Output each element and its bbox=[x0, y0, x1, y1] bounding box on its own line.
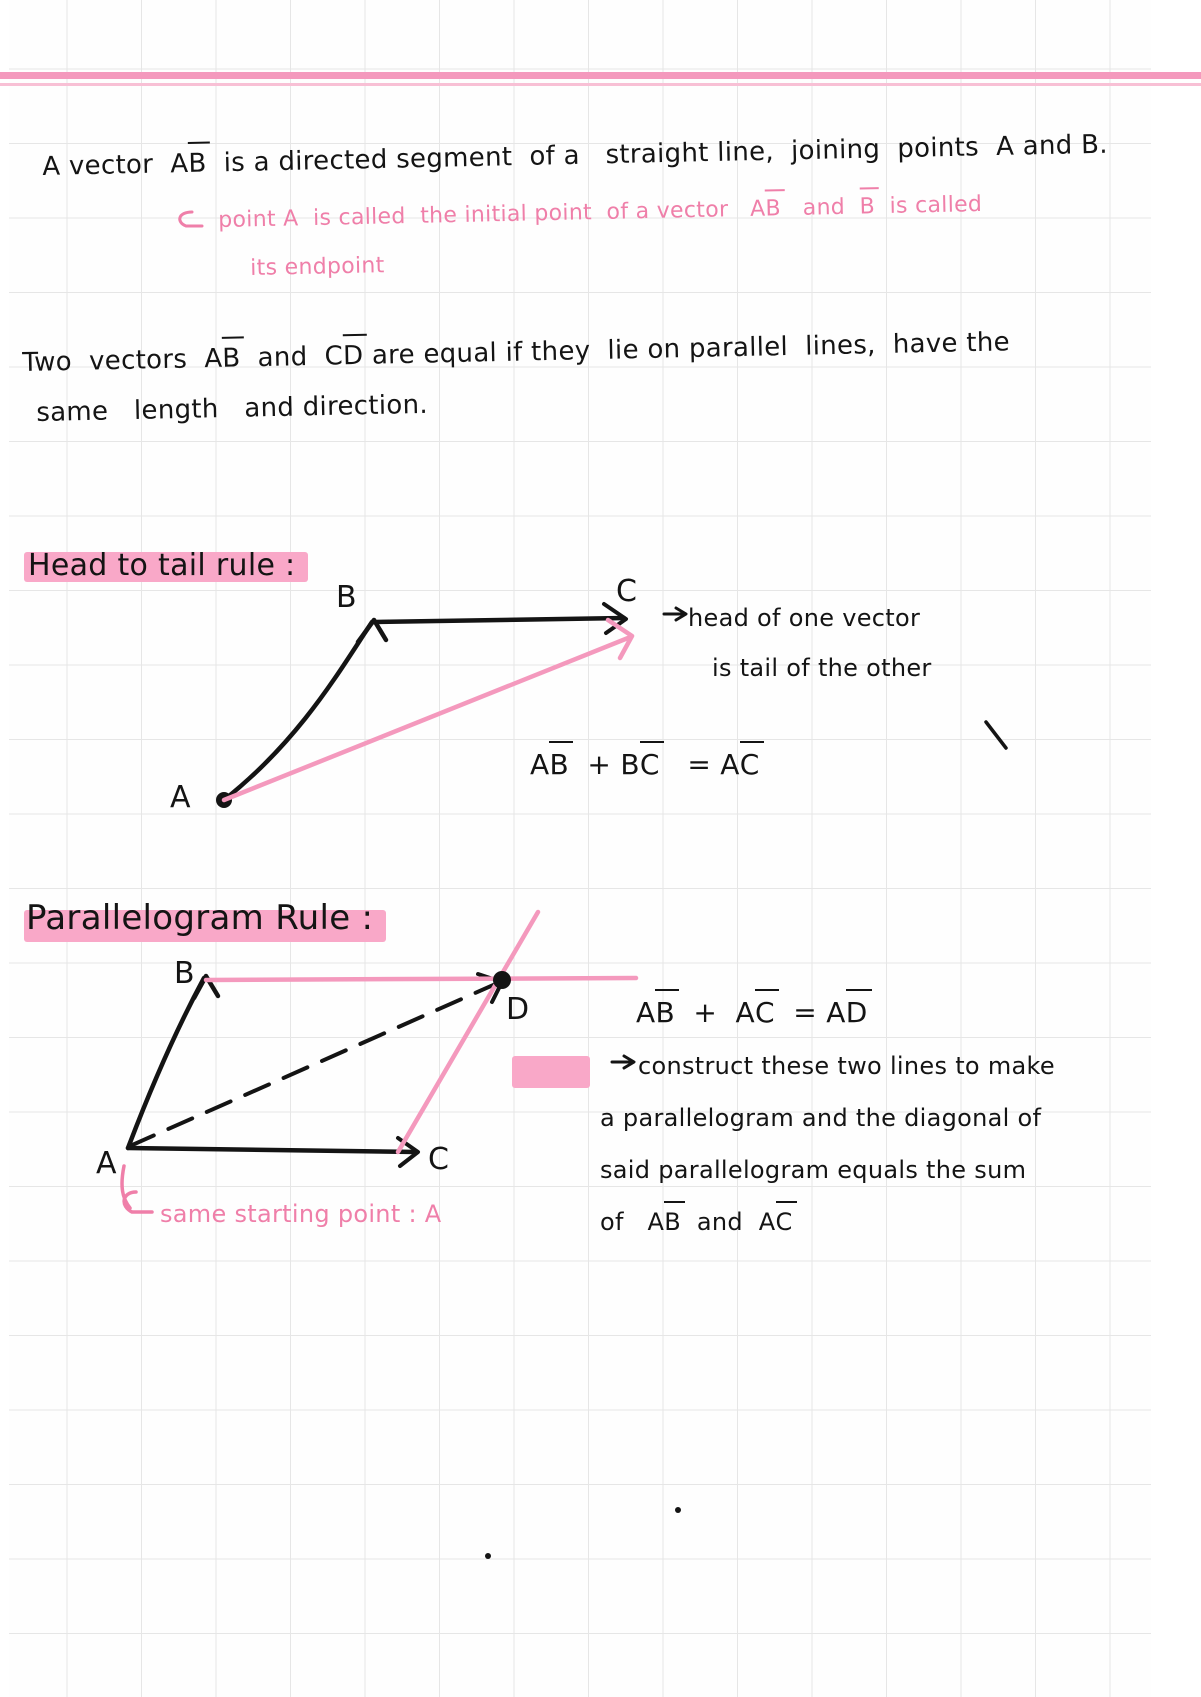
top-rule-line-secondary bbox=[0, 83, 1201, 86]
label-A-parallelogram: A bbox=[96, 1146, 117, 1181]
parallelogram-note-line-3: said parallelogram equals the sum bbox=[600, 1156, 1027, 1184]
label-B-parallelogram: B bbox=[174, 956, 195, 991]
equality-line-2: same length and direction. bbox=[36, 389, 429, 428]
definition-sub-line-2: its endpoint bbox=[250, 253, 385, 281]
label-A-head-to-tail: A bbox=[170, 780, 191, 815]
definition-sub-line-1: point A is called the initial point of a vector AB and B is called bbox=[218, 191, 983, 233]
head-to-tail-equation: AB + BC = AC bbox=[530, 748, 760, 781]
top-rule-line bbox=[0, 72, 1201, 79]
head-to-tail-annotation-line-2: is tail of the other bbox=[712, 654, 932, 682]
head-to-tail-heading: Head to tail rule : bbox=[28, 548, 296, 583]
parallelogram-heading: Parallelogram Rule : bbox=[26, 898, 374, 938]
label-D-parallelogram: D bbox=[506, 992, 530, 1027]
highlight-swatch bbox=[512, 1056, 590, 1088]
definition-line-1: A vector AB is a directed segment of a straight line, joining points A and B. bbox=[42, 129, 1109, 182]
head-to-tail-annotation-line-1: head of one vector bbox=[688, 604, 921, 632]
parallelogram-equation: AB + AC = AD bbox=[636, 996, 868, 1029]
equality-line-1: Two vectors AB and CD are equal if they lie on parallel lines, have the bbox=[22, 327, 1011, 378]
right-margin bbox=[1151, 0, 1201, 1697]
label-C-parallelogram: C bbox=[428, 1142, 450, 1177]
same-starting-point-note: same starting point : A bbox=[160, 1200, 442, 1228]
vector-ab-notation: B bbox=[188, 148, 207, 179]
parallelogram-note-line-1: construct these two lines to make bbox=[638, 1052, 1055, 1080]
parallelogram-note-line-4: of AB and AC bbox=[600, 1208, 793, 1236]
label-B-head-to-tail: B bbox=[336, 580, 357, 615]
left-margin bbox=[0, 0, 9, 1697]
parallelogram-note-line-2: a parallelogram and the diagonal of bbox=[600, 1104, 1042, 1132]
label-C-head-to-tail: C bbox=[616, 574, 638, 609]
